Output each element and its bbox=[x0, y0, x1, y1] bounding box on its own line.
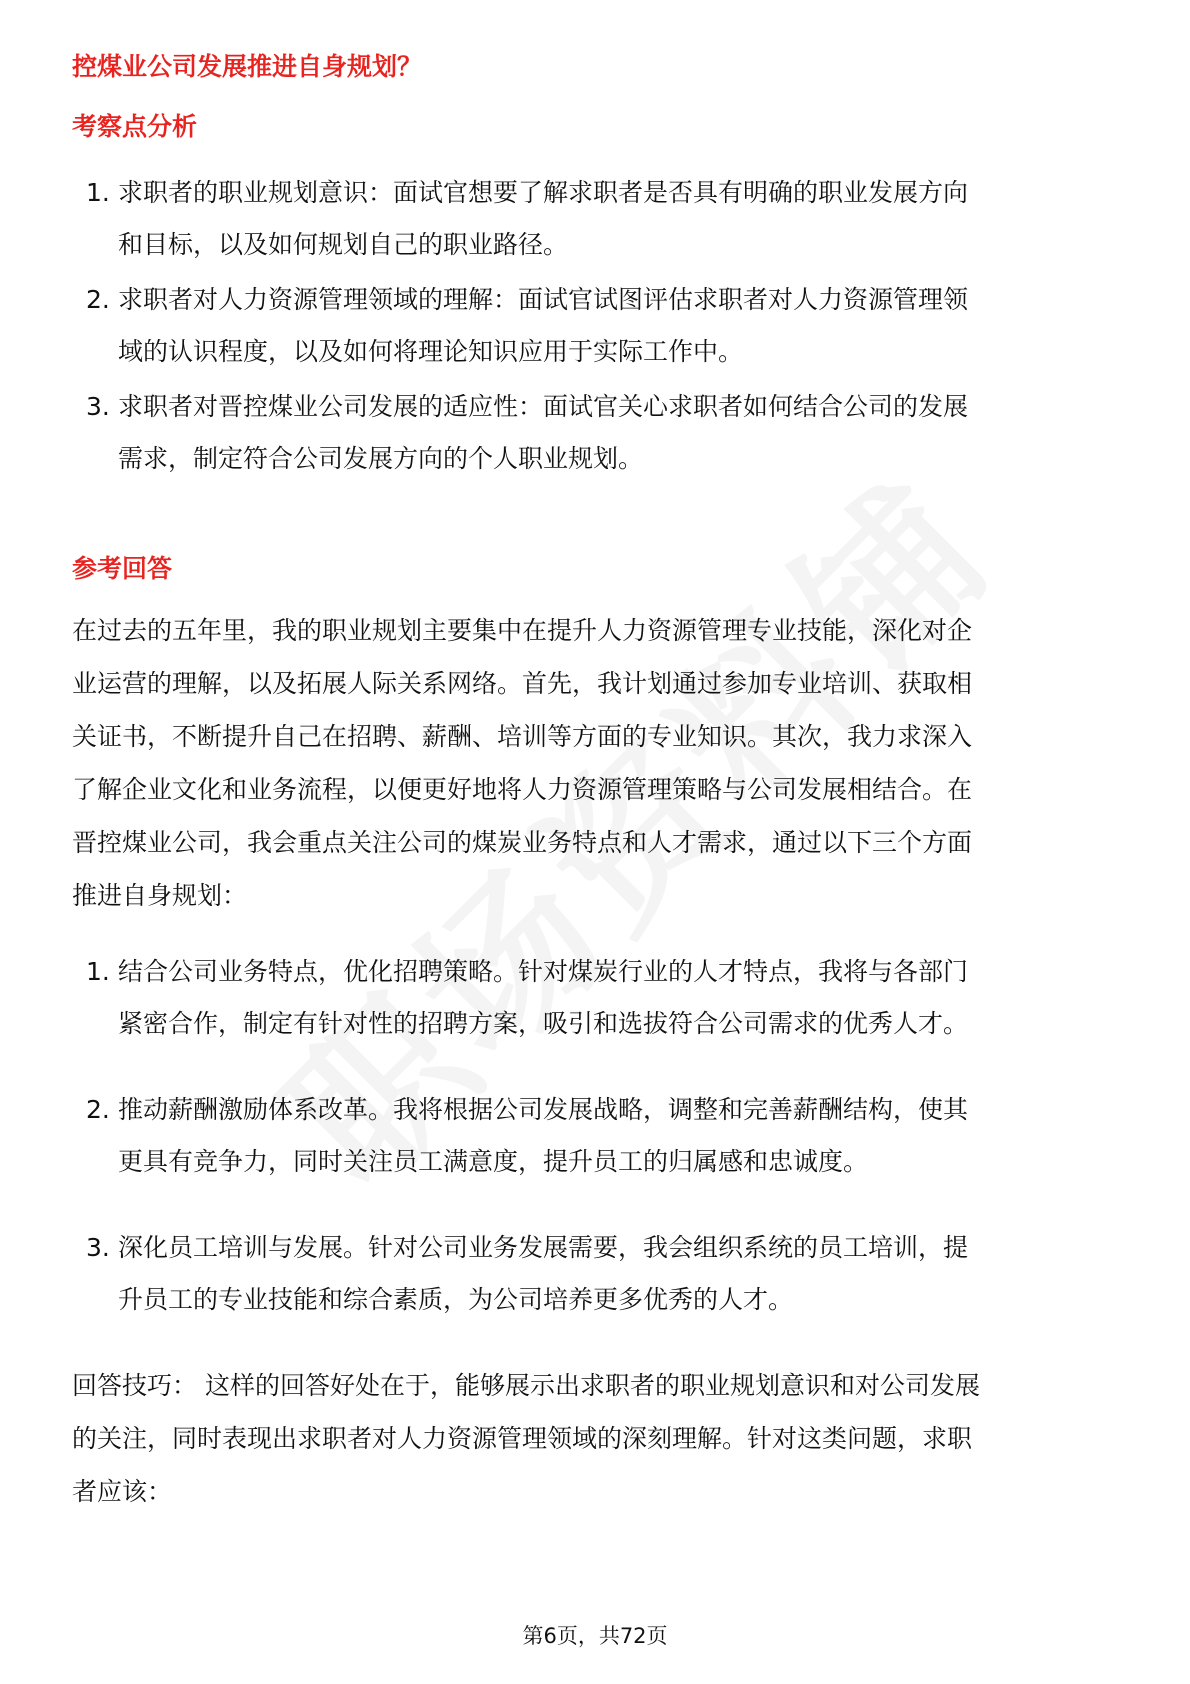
list-item-number: 3. bbox=[86, 1233, 110, 1262]
page-title: 控煤业公司发展推进自身规划？ bbox=[72, 52, 423, 81]
list-item-line: 域的认识程度，以及如何将理论知识应用于实际工作中。 bbox=[118, 337, 744, 366]
list-item-number: 2. bbox=[86, 1095, 110, 1124]
page-number: 第6页，共72页 bbox=[522, 1624, 668, 1648]
paragraph-line: 了解企业文化和业务流程，以便更好地将人力资源管理策略与公司发展相结合。在 bbox=[72, 775, 973, 804]
answer-heading: 参考回答 bbox=[72, 554, 173, 583]
paragraph-line: 关证书，不断提升自己在招聘、薪酬、培训等方面的专业知识。其次，我力求深入 bbox=[72, 722, 973, 751]
tips-line: 者应该： bbox=[72, 1477, 173, 1506]
list-item-line: 更具有竞争力，同时关注员工满意度，提升员工的归属感和忠诚度。 bbox=[118, 1147, 869, 1176]
list-item-line: 结合公司业务特点，优化招聘策略。针对煤炭行业的人才特点，我将与各部门 bbox=[118, 957, 969, 986]
list-item-line: 需求，制定符合公司发展方向的个人职业规划。 bbox=[118, 444, 644, 473]
list-item-line: 紧密合作，制定有针对性的招聘方案，吸引和选拔符合公司需求的优秀人才。 bbox=[118, 1009, 969, 1038]
analysis-heading: 考察点分析 bbox=[72, 112, 198, 141]
list-item-line: 推动薪酬激励体系改革。我将根据公司发展战略，调整和完善薪酬结构，使其 bbox=[118, 1095, 969, 1124]
list-item-line: 深化员工培训与发展。针对公司业务发展需要，我会组织系统的员工培训，提 bbox=[118, 1233, 969, 1262]
tips-line: 回答技巧： 这样的回答好处在于，能够展示出求职者的职业规划意识和对公司发展 bbox=[72, 1371, 980, 1400]
paragraph-line: 晋控煤业公司，我会重点关注公司的煤炭业务特点和人才需求，通过以下三个方面 bbox=[72, 828, 973, 857]
paragraph-line: 推进自身规划： bbox=[72, 881, 248, 910]
list-item-number: 3. bbox=[86, 392, 110, 421]
list-item-line: 求职者的职业规划意识：面试官想要了解求职者是否具有明确的职业发展方向 bbox=[118, 178, 969, 207]
list-item-line: 求职者对人力资源管理领域的理解：面试官试图评估求职者对人力资源管理领 bbox=[118, 285, 969, 314]
list-item-number: 1. bbox=[86, 178, 110, 207]
list-item-line: 和目标，以及如何规划自己的职业路径。 bbox=[118, 230, 569, 259]
list-item-number: 2. bbox=[86, 285, 110, 314]
paragraph-line: 在过去的五年里，我的职业规划主要集中在提升人力资源管理专业技能，深化对企 bbox=[72, 616, 973, 645]
tips-line: 的关注，同时表现出求职者对人力资源管理领域的深刻理解。针对这类问题，求职 bbox=[72, 1424, 973, 1453]
list-item-number: 1. bbox=[86, 957, 110, 986]
paragraph-line: 业运营的理解，以及拓展人际关系网络。首先，我计划通过参加专业培训、获取相 bbox=[72, 669, 973, 698]
list-item-line: 升员工的专业技能和综合素质，为公司培养更多优秀的人才。 bbox=[118, 1285, 794, 1314]
list-item-line: 求职者对晋控煤业公司发展的适应性：面试官关心求职者如何结合公司的发展 bbox=[118, 392, 969, 421]
